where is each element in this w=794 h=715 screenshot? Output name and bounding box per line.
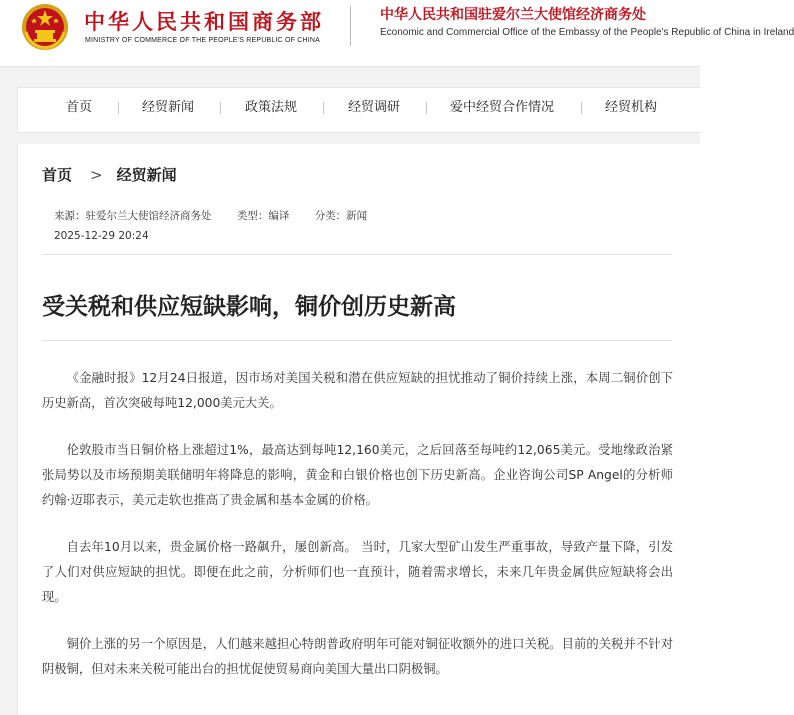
nav-item-institutions[interactable]: 经贸机构 — [605, 100, 658, 115]
article-paragraph: 伦敦股市当日铜价格上涨超过1%，最高达到每吨12,160美元，之后回落至每吨约12,065美元。受地缘政治紧张局势以及市场预期美联储明年将降息的影响，黄金和白银价格也创下历史新高。企业咨询公司SP Angel的分析师约翰·迈耶表示，美元走软也推高了贵金属和基本金属的价格。 — [42, 443, 673, 507]
breadcrumb-current[interactable]: 经贸新闻 — [116, 166, 177, 184]
nav-item-cooperation[interactable]: 爱中经贸合作情况 — [450, 100, 555, 115]
breadcrumb-home[interactable]: 首页 — [42, 166, 73, 184]
article-title: 受关税和供应短缺影响，铜价创历史新高 — [42, 294, 456, 320]
meta-source: 来源：驻爱尔兰大使馆经济商务处 — [54, 210, 212, 222]
nav-item-policies[interactable]: 政策法规 — [245, 100, 298, 115]
national-emblem-icon[interactable] — [20, 2, 70, 52]
article-meta — [54, 208, 389, 223]
nav-item-research[interactable]: 经贸调研 — [348, 100, 401, 115]
nav-separator — [220, 102, 221, 114]
nav-separator — [426, 102, 427, 114]
breadcrumb-separator: > — [90, 166, 103, 184]
nav-item-trade-news[interactable]: 经贸新闻 — [142, 100, 195, 115]
meta-date: 2025-12-29 20:24 — [54, 230, 149, 242]
nav-separator — [323, 102, 324, 114]
article-paragraph: 自去年10月以来，贵金属价格一路飙升，屡创新高。 当时，几家大型矿山发生严重事故，导致产量下降，引发了人们对供应短缺的担忧。即便在此之前，分析师们也一直预计，随着需求增长，未来几年贵金属供应短缺将会出现。 — [42, 540, 673, 604]
nav-separator — [118, 102, 119, 114]
article-paragraph: 铜价上涨的另一个原因是，人们越来越担心特朗普政府明年可能对铜征收额外的进口关税。目前的关税并不针对阴极铜，但对未来关税可能出台的担忧促使贸易商向美国大量出口阴极铜。 — [42, 637, 673, 676]
ministry-name-en[interactable]: MINISTRY OF COMMERCE OF THE PEOPLE'S REPUBLIC OF CHINA — [85, 37, 321, 44]
ministry-name-cn[interactable]: 中华人民共和国商务部 — [84, 10, 324, 34]
divider — [42, 254, 672, 255]
meta-category: 分类：新闻 — [314, 210, 368, 222]
article-body — [42, 366, 673, 704]
office-name-cn[interactable]: 中华人民共和国驻爱尔兰大使馆经济商务处 — [380, 7, 646, 23]
nav-area — [0, 66, 700, 145]
divider — [42, 340, 672, 341]
left-margin — [0, 144, 17, 715]
office-name-en: Economic and Commercial Office of the Embassy of the People's Republic of China in Ireland — [380, 27, 794, 38]
article-container — [17, 144, 701, 715]
site-header — [0, 0, 794, 66]
nav-item-home[interactable]: 首页 — [66, 100, 93, 115]
header-divider — [350, 6, 351, 46]
main-nav — [17, 87, 701, 133]
breadcrumb — [42, 164, 177, 185]
article-paragraph: 《金融时报》12月24日报道，因市场对美国关税和潜在供应短缺的担忧推动了铜价持续上涨，本周二铜价创下历史新高，首次突破每吨12,000美元大关。 — [42, 371, 673, 410]
nav-separator — [581, 102, 582, 114]
meta-type: 类型：编译 — [236, 210, 290, 222]
